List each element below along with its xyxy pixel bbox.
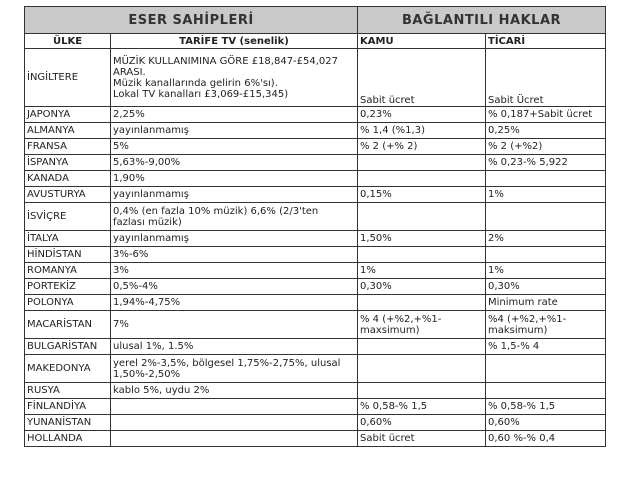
commercial-cell [486, 203, 606, 231]
table-row [25, 311, 606, 339]
country-cell: İSVİÇRE [25, 203, 111, 231]
tariff-cell-line: Lokal TV kanalları £3,069-£15,345) [113, 88, 289, 100]
commercial-cell: 1% [486, 263, 606, 279]
public-cell [358, 203, 486, 231]
tariff-cell [111, 355, 358, 383]
public-cell: 1% [358, 263, 486, 279]
public-cell: 0,60% [358, 415, 486, 431]
table-row [25, 49, 606, 107]
country-cell: AVUSTURYA [25, 187, 111, 203]
table-row [25, 139, 606, 155]
commercial-cell: Minimum rate [486, 295, 606, 311]
commercial-cell [486, 383, 606, 399]
commercial-cell-line: maksimum) [488, 324, 548, 336]
country-cell: HİNDİSTAN [25, 247, 111, 263]
country-cell: PORTEKİZ [25, 279, 111, 295]
public-cell [358, 171, 486, 187]
public-column-header: KAMU [358, 34, 486, 49]
table-row [25, 155, 606, 171]
tariff-cell-line: yerel 2%-3,5%, bölgesel 1,75%-2,75%, ulusal [113, 357, 341, 369]
tariff-cell-line: 1,50%-2,50% [113, 368, 181, 380]
commercial-cell: % 0,58-% 1,5 [486, 399, 606, 415]
country-column-header: ÜLKE [25, 34, 111, 49]
country-cell: İTALYA [25, 231, 111, 247]
table-row [25, 415, 606, 431]
tariff-cell: 3%-6% [111, 247, 358, 263]
public-cell: Sabit ücret [358, 431, 486, 447]
table-row [25, 383, 606, 399]
public-cell: 0,30% [358, 279, 486, 295]
commercial-cell: % 2 (+%2) [486, 139, 606, 155]
table-row [25, 339, 606, 355]
tariff-cell [111, 203, 358, 231]
public-cell [358, 155, 486, 171]
table-row [25, 187, 606, 203]
country-cell: BULGARİSTAN [25, 339, 111, 355]
owners-header: ESER SAHİPLERİ [25, 7, 358, 34]
tariff-cell [111, 431, 358, 447]
commercial-cell-line: %4 (+%2,+%1- [488, 313, 567, 325]
tariff-cell: ulusal 1%, 1.5% [111, 339, 358, 355]
country-cell: JAPONYA [25, 107, 111, 123]
commercial-cell: 0,25% [486, 123, 606, 139]
tariff-cell-line: MÜZİK KULLANIMINA GÖRE £18,847-£54,027 [113, 55, 339, 67]
commercial-cell: 0,30% [486, 279, 606, 295]
commercial-cell [486, 311, 606, 339]
commercial-cell: % 0,187+Sabit ücret [486, 107, 606, 123]
commercial-cell: 1% [486, 187, 606, 203]
country-cell: ROMANYA [25, 263, 111, 279]
table-row [25, 203, 606, 231]
commercial-cell: Sabit Ücret [486, 49, 606, 107]
country-cell: ALMANYA [25, 123, 111, 139]
country-cell: POLONYA [25, 295, 111, 311]
country-cell: MACARİSTAN [25, 311, 111, 339]
tariff-cell: 5% [111, 139, 358, 155]
public-cell [358, 247, 486, 263]
public-cell [358, 383, 486, 399]
table-row [25, 171, 606, 187]
country-cell: MAKEDONYA [25, 355, 111, 383]
country-cell: HOLLANDA [25, 431, 111, 447]
country-cell: FRANSA [25, 139, 111, 155]
public-cell [358, 295, 486, 311]
table-row [25, 231, 606, 247]
tariff-cell: yayınlanmamış [111, 231, 358, 247]
tariff-cell-line: ARASI. [113, 66, 146, 78]
commercial-cell: % 0,23-% 5,922 [486, 155, 606, 171]
tariff-cell-line: Müzik kanallarında gelirin 6%'sı). [113, 77, 278, 89]
public-cell-line: maxsimum) [360, 324, 420, 336]
public-cell: 0,15% [358, 187, 486, 203]
tariff-cell: 1,90% [111, 171, 358, 187]
country-cell: FİNLANDİYA [25, 399, 111, 415]
column-header-row [25, 34, 606, 49]
public-cell: % 2 (+% 2) [358, 139, 486, 155]
commercial-column-header: TİCARİ [486, 34, 606, 49]
tariff-cell: 2,25% [111, 107, 358, 123]
tariff-column-header: TARİFE TV (senelik) [111, 34, 358, 49]
table-row [25, 263, 606, 279]
country-cell: YUNANİSTAN [25, 415, 111, 431]
public-cell [358, 339, 486, 355]
tariff-cell: 3% [111, 263, 358, 279]
commercial-cell: 0,60 %-% 0,4 [486, 431, 606, 447]
public-cell: 0,23% [358, 107, 486, 123]
public-cell: Sabit ücret [358, 49, 486, 107]
tariff-cell [111, 415, 358, 431]
tariff-cell: 0,5%-4% [111, 279, 358, 295]
tariff-cell [111, 399, 358, 415]
country-cell: İNGİLTERE [25, 49, 111, 107]
header-row [25, 7, 606, 34]
table-row [25, 123, 606, 139]
public-cell: 1,50% [358, 231, 486, 247]
related-rights-header: BAĞLANTILI HAKLAR [358, 7, 606, 34]
public-cell-line: % 4 (+%2,+%1- [360, 313, 442, 325]
country-cell: İSPANYA [25, 155, 111, 171]
public-cell [358, 311, 486, 339]
tariff-cell [111, 49, 358, 107]
commercial-cell [486, 247, 606, 263]
commercial-cell [486, 171, 606, 187]
table-row [25, 431, 606, 447]
table-row [25, 295, 606, 311]
public-cell: % 0,58-% 1,5 [358, 399, 486, 415]
tariff-cell-line: fazlası müzik) [113, 216, 182, 228]
commercial-cell: % 1,5-% 4 [486, 339, 606, 355]
country-cell: KANADA [25, 171, 111, 187]
table-row [25, 355, 606, 383]
commercial-cell [486, 355, 606, 383]
tariff-cell: yayınlanmamış [111, 187, 358, 203]
table-row [25, 247, 606, 263]
public-cell [358, 355, 486, 383]
tariff-cell-line: 0,4% (en fazla 10% müzik) 6,6% (2/3'ten [113, 205, 319, 217]
public-cell: % 1,4 (%1,3) [358, 123, 486, 139]
table-row [25, 399, 606, 415]
country-cell: RUSYA [25, 383, 111, 399]
commercial-cell: 2% [486, 231, 606, 247]
tariff-cell: 5,63%-9,00% [111, 155, 358, 171]
tariff-cell: 7% [111, 311, 358, 339]
commercial-cell: 0,60% [486, 415, 606, 431]
royalty-table [24, 6, 606, 447]
table-row [25, 107, 606, 123]
tariff-cell: 1,94%-4,75% [111, 295, 358, 311]
tariff-cell: yayınlanmamış [111, 123, 358, 139]
tariff-cell: kablo 5%, uydu 2% [111, 383, 358, 399]
table-row [25, 279, 606, 295]
